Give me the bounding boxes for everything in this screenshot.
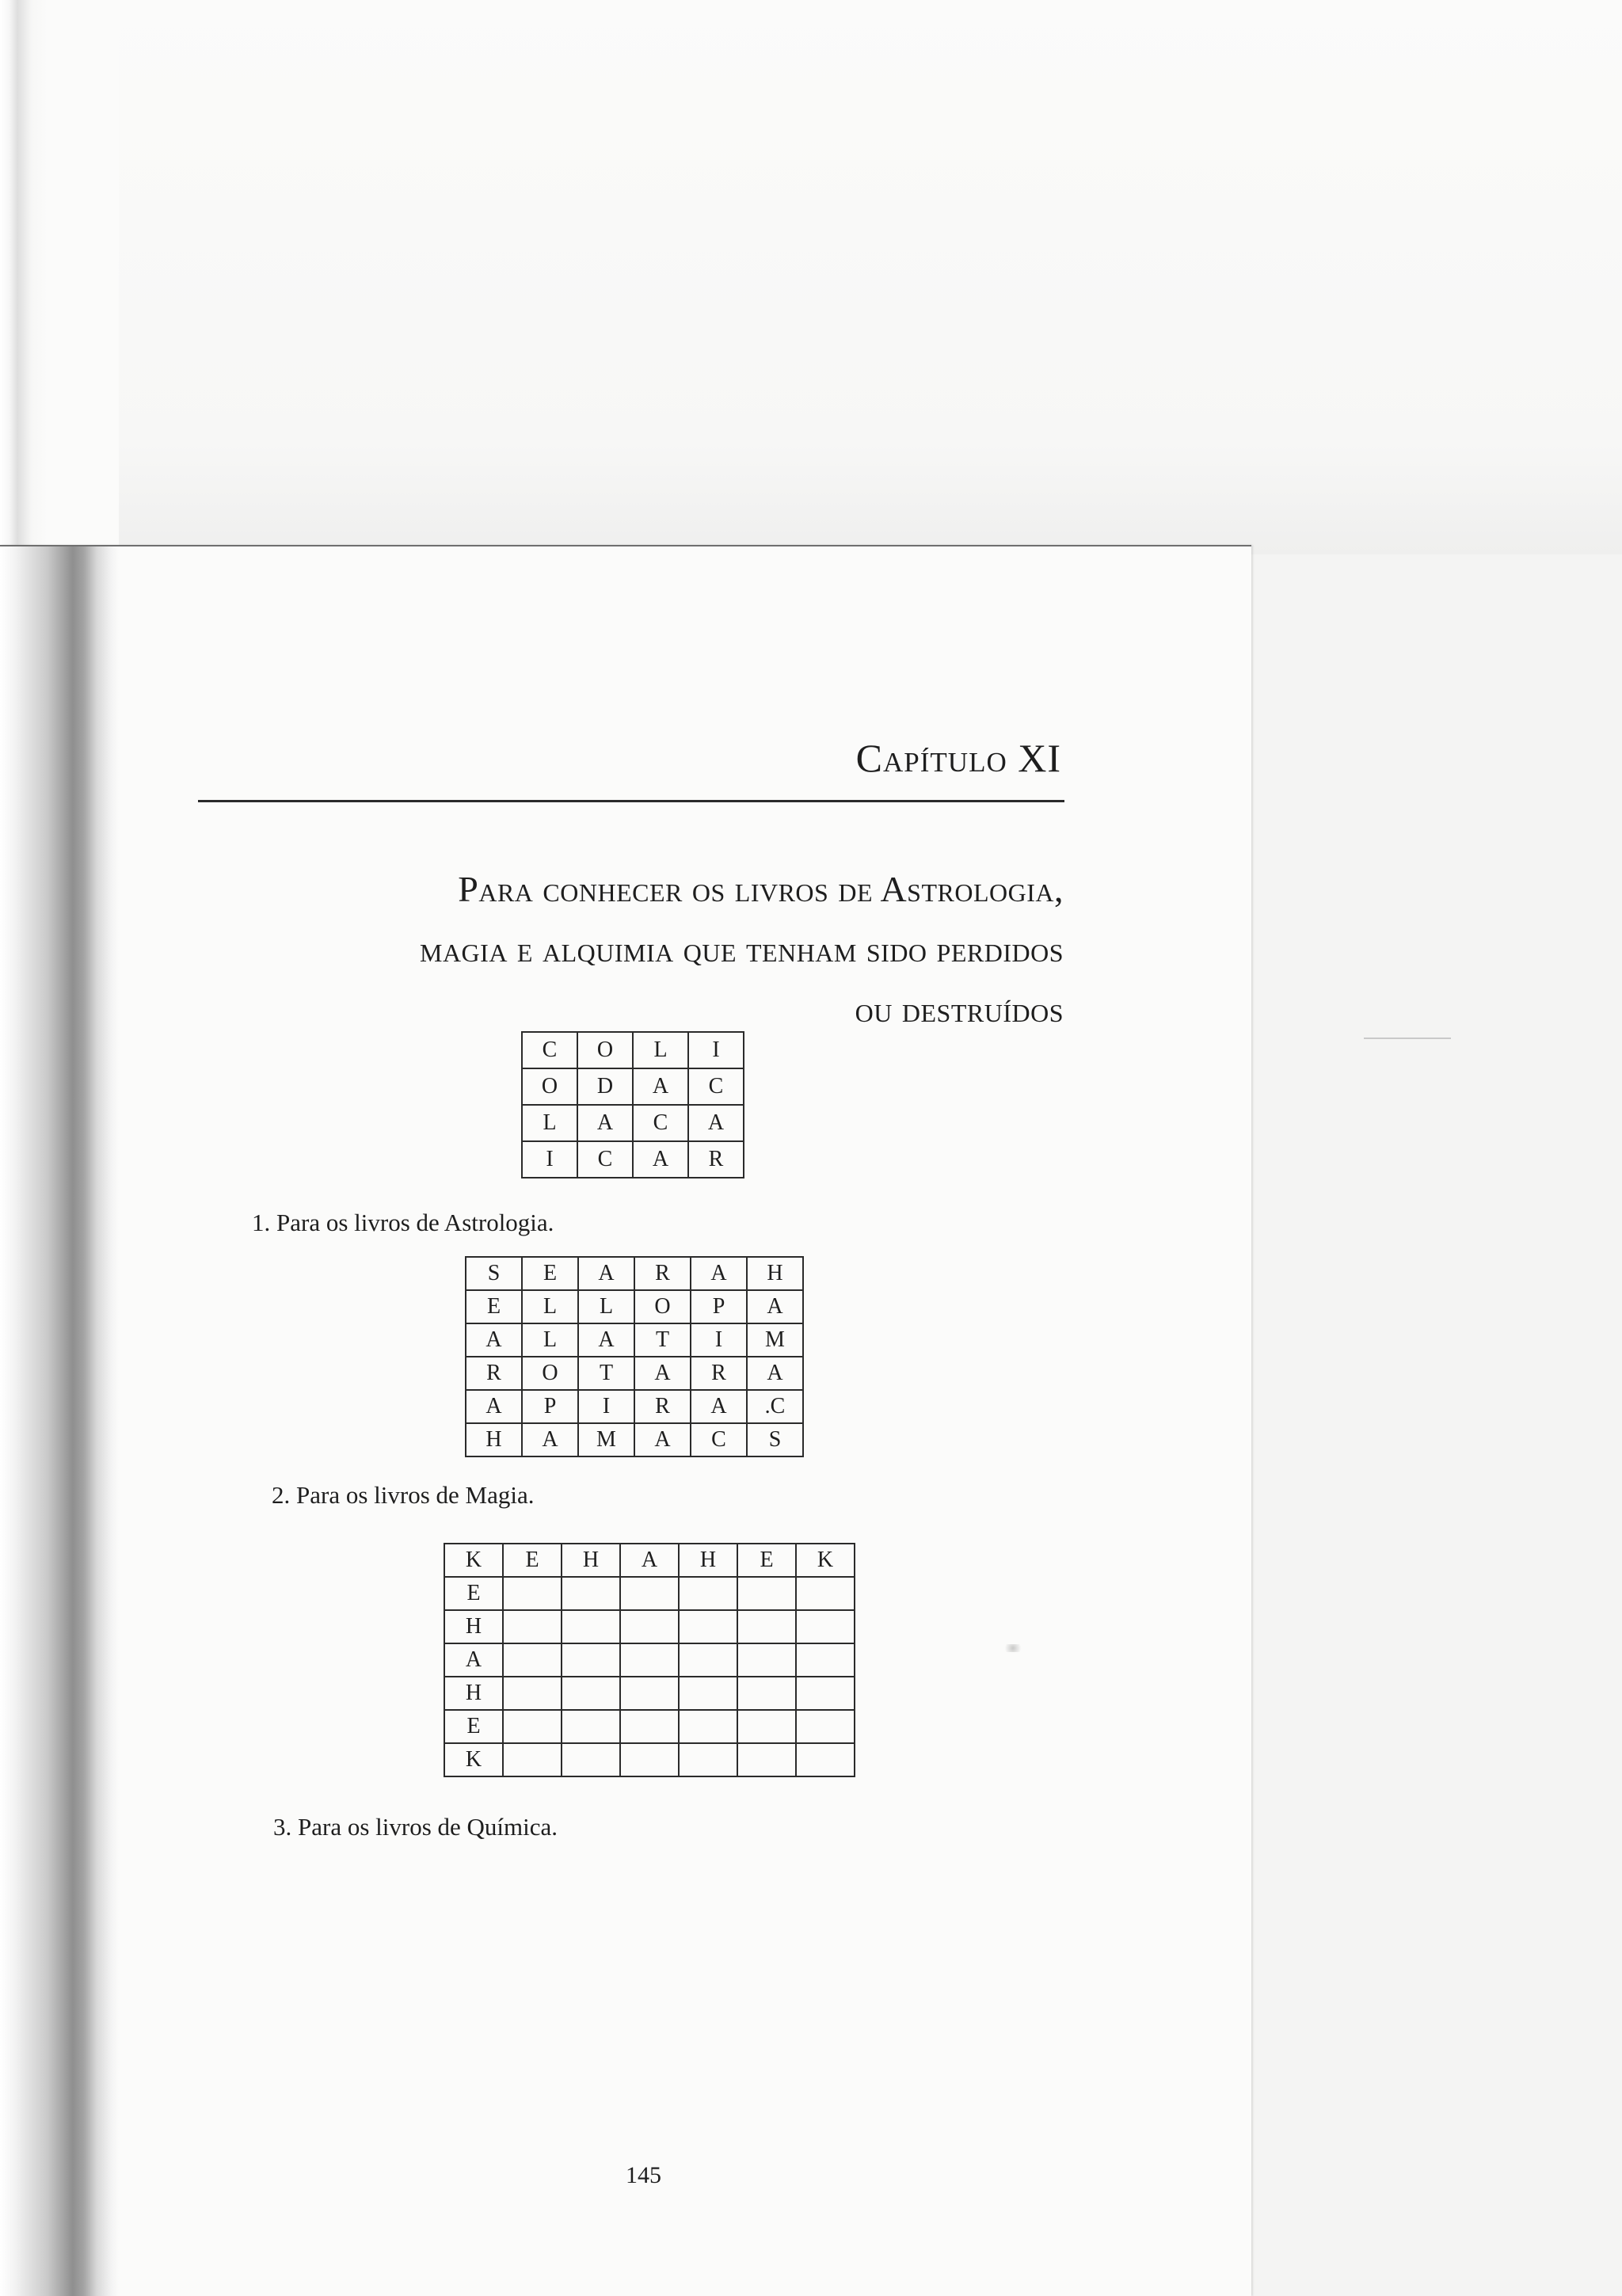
grid-cell: H <box>562 1544 620 1577</box>
grid-cell: E <box>503 1544 562 1577</box>
grid-cell: A <box>633 1068 688 1105</box>
grid-cell <box>562 1577 620 1610</box>
grid-cell <box>562 1610 620 1643</box>
grid-cell <box>503 1643 562 1677</box>
grid-row <box>522 1068 744 1105</box>
grid-cell <box>679 1677 737 1710</box>
grid-cell <box>737 1743 796 1776</box>
grid-cell: L <box>522 1290 578 1323</box>
grid-cell <box>620 1577 679 1610</box>
grid-cell <box>737 1577 796 1610</box>
grid-cell <box>796 1710 855 1743</box>
grid-cell: T <box>634 1323 691 1357</box>
grid-cell: A <box>634 1423 691 1456</box>
grid-cell <box>503 1743 562 1776</box>
grid-row <box>444 1610 855 1643</box>
grid-cell: A <box>578 1257 634 1290</box>
grid-row <box>444 1710 855 1743</box>
upper-spine-shadow <box>0 0 119 554</box>
astrology-square <box>521 1031 744 1178</box>
grid-cell: E <box>444 1577 503 1610</box>
grid-row <box>466 1357 803 1390</box>
grid-cell <box>620 1677 679 1710</box>
grid-cell <box>620 1610 679 1643</box>
chapter-title <box>420 859 1064 1040</box>
grid-cell: .C <box>747 1390 803 1423</box>
grid-cell: H <box>466 1423 522 1456</box>
grid-cell: L <box>633 1032 688 1068</box>
grid-cell: K <box>444 1743 503 1776</box>
grid-cell: M <box>747 1323 803 1357</box>
grid-cell: P <box>522 1390 578 1423</box>
grid-cell <box>737 1710 796 1743</box>
grid-cell <box>503 1710 562 1743</box>
grid-cell: A <box>688 1105 744 1141</box>
grid-cell: C <box>633 1105 688 1141</box>
grid-cell <box>620 1743 679 1776</box>
grid-cell <box>796 1677 855 1710</box>
chemistry-caption: 3. Para os livros de Química. <box>273 1813 558 1841</box>
grid-cell: S <box>747 1423 803 1456</box>
title-line: magia e alquimia que tenham sido perdidos <box>419 929 1064 969</box>
grid-cell <box>620 1643 679 1677</box>
grid-cell <box>796 1643 855 1677</box>
grid-cell: H <box>747 1257 803 1290</box>
grid-cell: C <box>522 1032 577 1068</box>
grid-cell: R <box>688 1141 744 1178</box>
grid-row <box>522 1105 744 1141</box>
grid-cell: K <box>444 1544 503 1577</box>
grid-cell: A <box>691 1390 747 1423</box>
grid-cell <box>679 1643 737 1677</box>
grid-row <box>522 1141 744 1178</box>
grid-cell <box>562 1743 620 1776</box>
chemistry-square <box>444 1543 855 1777</box>
grid-row <box>466 1423 803 1456</box>
book-spine-shadow <box>0 546 119 2296</box>
grid-cell: H <box>444 1610 503 1643</box>
grid-cell: I <box>688 1032 744 1068</box>
grid-cell: P <box>691 1290 747 1323</box>
grid-cell: A <box>691 1257 747 1290</box>
grid-row <box>444 1643 855 1677</box>
grid-cell <box>503 1610 562 1643</box>
grid-cell: C <box>691 1423 747 1456</box>
grid-cell: A <box>633 1141 688 1178</box>
chapter-heading: Capítulo XI <box>855 736 1061 780</box>
magic-square <box>465 1256 804 1457</box>
grid-row <box>444 1743 855 1776</box>
grid-cell: M <box>578 1423 634 1456</box>
grid-cell <box>737 1643 796 1677</box>
grid-cell <box>796 1743 855 1776</box>
grid-cell <box>503 1577 562 1610</box>
grid-row <box>466 1390 803 1423</box>
grid-cell: K <box>796 1544 855 1577</box>
grid-cell: A <box>620 1544 679 1577</box>
grid-cell: A <box>747 1357 803 1390</box>
grid-cell <box>679 1743 737 1776</box>
grid-row <box>444 1544 855 1577</box>
previous-page-background <box>0 0 1622 554</box>
grid-cell: O <box>522 1068 577 1105</box>
grid-cell <box>562 1677 620 1710</box>
grid-row <box>466 1257 803 1290</box>
grid-cell <box>679 1577 737 1610</box>
chapter-rule <box>198 800 1064 802</box>
grid-cell <box>796 1610 855 1643</box>
grid-cell: I <box>522 1141 577 1178</box>
grid-cell: O <box>577 1032 633 1068</box>
title-line: Para conhecer os livros de Astrologia, <box>458 869 1064 909</box>
grid-cell: R <box>634 1257 691 1290</box>
stray-mark <box>1364 1038 1451 1039</box>
grid-cell: A <box>522 1423 578 1456</box>
grid-cell: A <box>466 1390 522 1423</box>
book-page <box>0 545 1251 2296</box>
grid-row <box>466 1323 803 1357</box>
page-number: 145 <box>626 2162 661 2188</box>
grid-cell: I <box>578 1390 634 1423</box>
grid-cell: C <box>688 1068 744 1105</box>
grid-cell: O <box>634 1290 691 1323</box>
grid-cell: H <box>444 1677 503 1710</box>
astrology-caption: 1. Para os livros de Astrologia. <box>252 1209 554 1236</box>
grid-cell: A <box>634 1357 691 1390</box>
grid-cell: R <box>634 1390 691 1423</box>
grid-cell: S <box>466 1257 522 1290</box>
grid-row <box>444 1677 855 1710</box>
grid-cell <box>620 1710 679 1743</box>
grid-cell <box>562 1643 620 1677</box>
grid-cell: L <box>522 1323 578 1357</box>
grid-cell: A <box>444 1643 503 1677</box>
grid-cell: E <box>444 1710 503 1743</box>
grid-cell: I <box>691 1323 747 1357</box>
grid-cell: L <box>578 1290 634 1323</box>
grid-cell <box>562 1710 620 1743</box>
grid-cell <box>737 1610 796 1643</box>
grid-row <box>444 1577 855 1610</box>
grid-cell: R <box>691 1357 747 1390</box>
grid-cell: A <box>578 1323 634 1357</box>
paper-speck <box>1002 1644 1024 1652</box>
grid-row <box>522 1032 744 1068</box>
grid-cell: R <box>466 1357 522 1390</box>
grid-cell: O <box>522 1357 578 1390</box>
grid-cell: T <box>578 1357 634 1390</box>
grid-cell: A <box>466 1323 522 1357</box>
grid-cell: D <box>577 1068 633 1105</box>
grid-cell <box>679 1610 737 1643</box>
grid-cell <box>679 1710 737 1743</box>
grid-cell: L <box>522 1105 577 1141</box>
grid-cell: A <box>747 1290 803 1323</box>
grid-cell: E <box>466 1290 522 1323</box>
magic-caption: 2. Para os livros de Magia. <box>272 1481 535 1509</box>
grid-cell: E <box>737 1544 796 1577</box>
grid-cell <box>503 1677 562 1710</box>
grid-cell <box>796 1577 855 1610</box>
grid-row <box>466 1290 803 1323</box>
grid-cell <box>737 1677 796 1710</box>
grid-cell: H <box>679 1544 737 1577</box>
title-line: ou destruídos <box>855 989 1064 1030</box>
grid-cell: C <box>577 1141 633 1178</box>
grid-cell: A <box>577 1105 633 1141</box>
grid-cell: E <box>522 1257 578 1290</box>
